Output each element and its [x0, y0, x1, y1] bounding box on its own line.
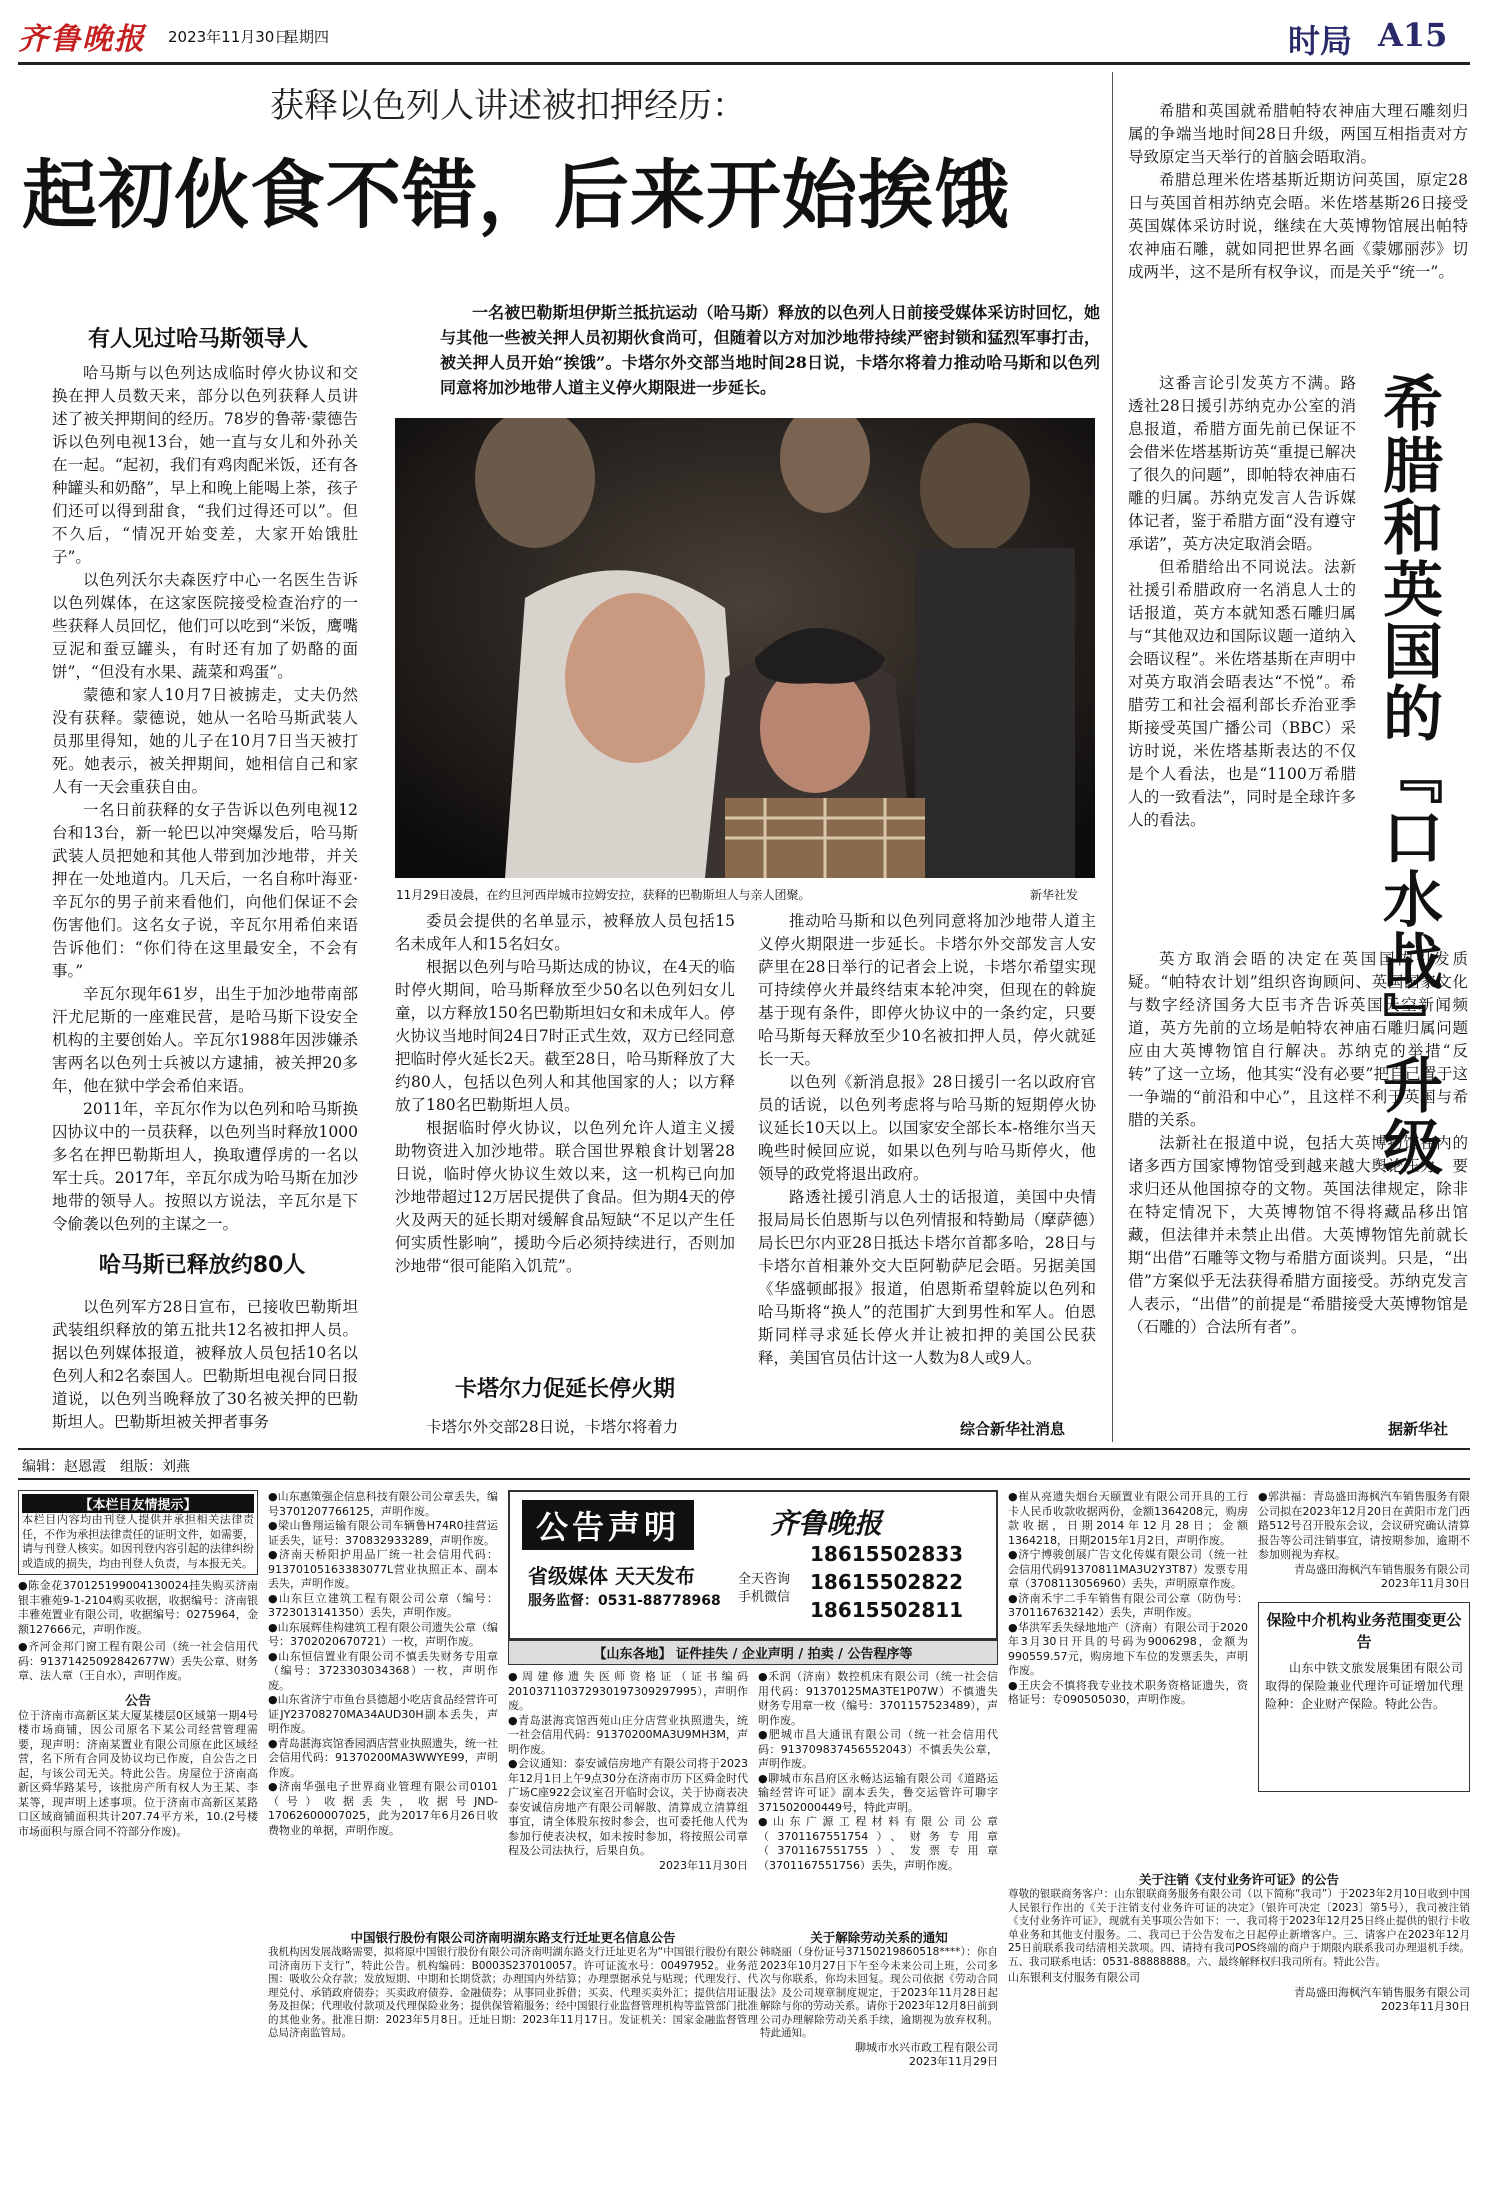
paragraph: 哈马斯与以色列达成临时停火协议和交换在押人员数天来，部分以色列获释人员讲述了被关押期间的经历。78岁的鲁蒂·蒙德告诉以色列电视13台，她一直与女儿和外孙关在一起。“起初，我们有鸡肉配米饭，还有各种罐头和奶酪”，早上和晚上能喝上茶，孩子们还可以得到甜食，“我们过得还可以”。但不久后，“情况开始变差，大家开始饿肚子”。 — [52, 364, 358, 566]
paragraph: 希腊和英国就希腊帕特农神庙大理石雕刻归属的争端当地时间28日升级，两国互相指责对方导致原定当天举行的首脑会晤取消。 — [1128, 102, 1468, 166]
paragraph: 英方取消会晤的决定在英国国内引发质疑。“帕特农计划”组织咨询顾问、英国国家文化与数字经济国务大臣韦齐告诉英国天空新闻频道，英方先前的立场是帕特农神庙石雕归属问题应由大英博物馆自行解决。苏纳克的举措“反转”了这一立场，他其实“没有必要”把自己置于这一争端的“前沿和中心”，且这样不利于英国与希腊的关系。 — [1128, 950, 1468, 1129]
editor-rule-bottom — [18, 1478, 1470, 1480]
paragraph: 委员会提供的名单显示，被释放人员包括15名未成年人和15名妇女。 — [395, 912, 735, 953]
ad-item: ●济南禾宇二手车销售有限公司公章（防伪号：3701167632142）丢失，声明作废。 — [1008, 1591, 1248, 1619]
subhead-2: 哈马斯已释放约80人 — [98, 1253, 306, 1278]
col2-body — [395, 910, 735, 1278]
paragraph: 蒙德和家人10月7日被掳走，丈夫仍然没有获释。蒙德说，她从一名哈马斯武装人员那里得知，她的儿子在10月7日当天被打死。她表示，被关押期间，她相信自己和家人有一天会重获自由。 — [52, 686, 358, 796]
article-headline: 起初伙食不错，后来开始挨饿 — [22, 151, 1011, 239]
labor-notice — [760, 1928, 998, 2070]
paragraph: 这番言论引发英方不满。路透社28日援引苏纳克办公室的消息报道，希腊方面先前已保证不会借米佐塔基斯访英“重提已解决了很久的问题”，即帕特农神庙石雕的归属。苏纳克发言人告诉媒体记者，鉴于希腊方面“没有遵守承诺”，英方决定取消会晤。 — [1128, 374, 1356, 553]
banner-phone: 18615502822 — [810, 1570, 964, 1594]
ad-item: ●济南华强电子世界商业管理有限公司0101（号）收据丢失，收据号JND-17062600007025，此为2017年6月26日收费物业的单据，声明作废。 — [268, 1780, 498, 1837]
payment-notice-sign2: 青岛盛田海枫汽车销售服务有限公司 — [1294, 1985, 1470, 1999]
editor-rule-top — [18, 1448, 1470, 1450]
paragraph: 一名日前获释的女子告诉以色列电视12台和13台，新一轮巴以冲突爆发后，哈马斯武装人员把她和其他人带到加沙地带，并关押在一处地道内。几天后，一名自称叶海亚·辛瓦尔的男子前来看他们，向他们保证不会伤害他们。这名女子说，辛瓦尔用希伯来语告诉他们：“你们待在这里最安全，不会有事。” — [52, 801, 358, 980]
article-lead: 一名被巴勒斯坦伊斯兰抵抗运动（哈马斯）释放的以色列人日前接受媒体采访时回忆，她与其他一些被关押人员初期伙食尚可，但随着以方对加沙地带持续严密封锁和猛烈军事打击，被关押人员开始“挨饿”。卡塔尔外交部当地时间28日说，卡塔尔将着力推动哈马斯和以色列同意将加沙地带人道主义停火期限进一步延长。 — [440, 303, 1100, 397]
ad-item: ●青岛湛海宾馆香园酒店营业执照遗失，统一社会信用代码：91370200MA3WWYE99，声明作废。 — [268, 1736, 498, 1779]
ad-col-3 — [508, 1490, 998, 1920]
ad-date: 2023年11月30日 — [1381, 1577, 1470, 1590]
ad-item: ●山东省济宁市鱼台县德超小吃店食品经营许可证JY23708270MA34AUD30H副本丢失，声明作废。 — [268, 1693, 498, 1735]
insurance-title: 保险中介机构业务范围变更公告 — [1266, 1610, 1462, 1651]
ad-item: ●王庆会不慎将我专业技术职务资格证遗失，资格证号：专090505030，声明作废。 — [1008, 1678, 1248, 1706]
bank-notice-text: 我机构因发展战略需要，拟将原中国银行股份有限公司济南明湖东路支行迁址更名为“中国银行股份有限公司济南历下支行”，特此公告。机构编码：B0003S237010057。许可证流水号：00497952。业务范围：吸收公众存款；发放短期、中期和长期贷款；办理国内外结算；办理票据承兑与贴现；代理发行、代理兑付、承销政府债券；买卖政府债券、金融债券；从事同业拆借；买卖、代理买卖外汇；提供信用证服务及担保；代理收付款项及代理保险业务；提供保管箱服务；经中国银行业监督管理机构等监管部门批准的其他业务。批准日期：2023年5月8日。迁址日期：2023年11月17日。发证机关：国家金融监督管理总局济南监管局。 — [268, 1946, 758, 2039]
tip-text: 本栏目内容均由刊登人提供并承担相关法律责任，不作为承担法律责任的证明文件，如需要，请与刊登人核实。如因刊登内容引起的法律纠纷或造成的损失，均由刊登人负责，与本报无关。 — [22, 1513, 254, 1570]
ad-sign: 青岛盛田海枫汽车销售服务有限公司 — [1294, 1562, 1470, 1576]
banner-head: 公告声明 — [522, 1500, 694, 1550]
side-divider — [1112, 72, 1113, 1442]
tip-box — [18, 1490, 258, 1575]
ad-item: ●聊城市东昌府区永畅达运输有限公司《道路运输经营许可证》副本丢失，鲁交运管许可聊字371502000449号，特此声明。 — [758, 1771, 998, 1814]
col1-body-b — [52, 1296, 358, 1434]
ad-item: ●陈金花370125199004130024挂失购买济南银丰雅苑9-1-2104购买收据，收据编号：济南银丰雅苑置业有限公司，收据编号：0275964，金额127666元，声明作废。 — [18, 1579, 258, 1636]
ads-area — [18, 1490, 1470, 2180]
ad-item: ●山东广源工程材料有限公司公章（3701167551754）、财务专用章（3701167551755）、发票专用章（3701167551756）丢失，声明作废。 — [758, 1815, 998, 1872]
issue-date: 2023年11月30日 — [168, 28, 290, 46]
payment-notice-text: 尊敬的银联商务客户：山东银联商务服务有限公司（以下简称“我司”）于2023年2月10日收到中国人民银行作出的《关于注销支付业务许可证的决定》（银许可决定〔2023〕第5号），我司被注销《支付业务许可证》，现就有关事项公告如下：一、我司将于2023年12月25日终止提供的银行卡收单业务和其他支付服务。二、我司已于公告发布之日起停止新增客户。三、请客户在2023年12月25日前联系我司结清相关款项。四、请持有我司POS终端的商户于期限内联系我司办理退机手续。五、我司联系电话：0531-88888888。六、最终解释权归我司所有。特此公告。 — [1008, 1888, 1470, 1968]
col3-body — [758, 910, 1096, 1370]
side-vertical-title: 希腊和英国的『口水战』升级 — [1373, 372, 1443, 1178]
ad-date: 2023年11月30日 — [659, 1858, 748, 1872]
news-photo — [395, 418, 1095, 878]
bank-notice — [268, 1928, 758, 2041]
paragraph: 根据以色列与哈马斯达成的协议，在4天的临时停火期间，哈马斯释放至少50名以色列妇女儿童，以方释放150名巴勒斯坦妇女和未成年人。停火协议当地时间24日7时正式生效，双方已经同意把临时停火延长2天。截至28日，哈马斯释放了大约80人，包括以色列人和其他国家的人；以方释放了180名巴勒斯坦人员。 — [395, 958, 735, 1114]
page-number: A15 — [1378, 16, 1448, 54]
ad-col-2 — [268, 1490, 498, 2180]
col3-credit: 综合新华社消息 — [960, 1420, 1066, 1438]
banner-phone: 18615502833 — [810, 1542, 964, 1566]
paragraph: 根据临时停火协议，以色列允许人道主义援助物资进入加沙地带。联合国世界粮食计划署28日说，临时停火协议生效以来，这一机构已向加沙地带超过12万居民提供了食品。但为期4天的停火及两天的延长期对缓解食品短缺“不足以产生任何实质性影响”，援助今后必须持续进行，否则加沙地带“很可能陷入饥荒”。 — [395, 1119, 735, 1275]
ad-item: ●山东展辉佳构建筑工程有限公司遗失公章（编号：3702020670721）一枚，声明作废。 — [268, 1620, 498, 1648]
ad-col-4 — [1008, 1490, 1248, 1708]
ad-item: ●禾润（济南）数控机床有限公司（统一社会信用代码：91370125MA3TE1P07W）不慎遗失财务专用章一枚（编号：3701157523489），声明作废。 — [758, 1670, 998, 1727]
subhead-1: 有人见过哈马斯领导人 — [87, 327, 308, 352]
bank-notice-title: 中国银行股份有限公司济南明湖东路支行迁址更名信息公告 — [350, 1930, 676, 1945]
paragraph: 推动哈马斯和以色列同意将加沙地带人道主义停火期限进一步延长。卡塔尔外交部发言人安萨里在28日举行的记者会上说，卡塔尔希望实现可持续停火并最终结束本轮冲突，但现在的斡旋基于现有条件，即停火协议中的一条约定，只要哈马斯每天释放至少10名被扣押人员，停火就延长一天。 — [758, 912, 1096, 1068]
labor-notice-date: 2023年11月29日 — [909, 2055, 998, 2068]
paragraph: 希腊总理米佐塔基斯近期访问英国，原定28日与英国首相苏纳克会晤。米佐塔基斯26日接受英国媒体采访时说，继续在大英博物馆展出帕特农神庙石雕，就如同把世界名画《蒙娜丽莎》切成两半，这不是所有权争议，而是关乎“统一”。 — [1128, 171, 1468, 281]
section-name: 时局 — [1288, 22, 1353, 60]
subhead-3: 卡塔尔力促延长停火期 — [454, 1377, 675, 1402]
ad-item: ●梁山鲁翔运输有限公司车辆鲁H74R0挂营运证丢失，证号：370832933289，声明作废。 — [268, 1519, 498, 1547]
paragraph: 卡塔尔外交部28日说，卡塔尔将着力 — [426, 1418, 679, 1436]
col1-body-a — [52, 362, 358, 1236]
masthead-rule — [18, 62, 1470, 65]
photo-caption: 11月29日凌晨，在约旦河西岸城市拉姆安拉，获释的巴勒斯坦人与亲人团聚。 — [396, 888, 811, 902]
paragraph: 以色列沃尔夫森医疗中心一名医生告诉以色列媒体，在这家医院接受检查治疗的一些获释人员回忆，他们可以吃到“米饭，鹰嘴豆泥和蚕豆罐头，有时还有加了奶酪的面饼”，“但没有水果、蔬菜和鸡蛋”。 — [52, 571, 358, 681]
ad-col-5 — [1258, 1490, 1470, 1792]
paragraph: 以色列《新消息报》28日援引一名以政府官员的话说，以色列考虑将与哈马斯的短期停火协议延长10天以上。以国家安全部长本-格维尔当天晚些时候回应说，如果以色列与哈马斯停火，他领导的政党将退出政府。 — [758, 1073, 1096, 1183]
ad-subcol-left — [508, 1670, 748, 1873]
ad-item: ●齐河金邦门窗工程有限公司（统一社会信用代码：91371425092842677W）丢失公章、财务章、法人章（王自水），声明作废。 — [18, 1640, 258, 1682]
side-top-body — [1128, 100, 1468, 284]
ad-item: ●崔从亮遗失烟台天颐置业有限公司开具的工行卡人民币收款收据两份，金额1364208元，购房款收据，日期2014年12月28日；金额1364218，日期2015年1月2日，声明作废。 — [1008, 1490, 1248, 1547]
banner-label: 全天咨询 — [738, 1572, 791, 1587]
payment-notice-title: 关于注销《支付业务许可证》的公告 — [1138, 1872, 1339, 1887]
labor-notice-text: 韩晓丽（身份证号37150219860518****）：你自2023年10月27日下午至今未来公司上班，公司多次与你联系，你均未回复。现公司依据《劳动合同法》及公司规章制度规定，于2023年11月28日起解除与你的劳动关系。请你于2023年12月8日前到公司办理解除劳动关系手续，逾期视为放弃权利。特此通知。 — [760, 1946, 998, 2039]
payment-notice-date: 2023年11月30日 — [1381, 2000, 1470, 2013]
masthead — [18, 8, 1470, 64]
photo-illustration — [395, 418, 1095, 878]
banner-hotline: 服务监督：0531-88778968 — [528, 1593, 721, 1609]
ad-col-1 — [18, 1490, 258, 2180]
paragraph: 2011年，辛瓦尔作为以色列和哈马斯换囚协议中的一员获释，以色列当时释放1000多名在押巴勒斯坦人，换取遭俘虏的一名以军士兵。2017年，辛瓦尔成为哈马斯在加沙地带的领导人。按照以方说法，辛瓦尔是下令偷袭以色列的主谋之一。 — [52, 1100, 358, 1233]
photo-credit: 新华社发 — [1030, 888, 1079, 902]
banner-label: 手机微信 — [738, 1590, 791, 1605]
payment-notice — [1008, 1870, 1470, 2015]
notice-banner — [508, 1490, 998, 1640]
ad-subcol-right — [758, 1670, 998, 1873]
banner-phone: 18615502811 — [810, 1598, 964, 1622]
ad-item: ●会议通知：泰安诚信房地产有限公司将于2023年12月1日上午9点30分在济南市历下区舜金时代广场C座922会议室召开临时会议，关于协商表决泰安诚信房地产有限公司解散、清算成立清算组事宜，请全体股东按时参会，也可委托他人代为参加行使表决权，如未按时参加，将按照公司章程及公司法执行，后果自负。 — [508, 1757, 748, 1857]
insurance-text: 山东中铁文旅发展集团有限公司取得的保险兼业代理许可证增加代理险种：企业财产保险。特此公告。 — [1265, 1660, 1463, 1711]
paragraph: 以色列军方28日宣布，已接收巴勒斯坦武装组织释放的第五批共12名被扣押人员。据以色列媒体报道，被释放人员包括10名以色列人和2名泰国人。巴勒斯坦电视台同日报道说，以色列当晚释放了30名被关押的巴勒斯坦人。巴勒斯坦被关押者事务 — [52, 1298, 358, 1431]
ad-item: ●济宁博骏创展广告文化传媒有限公司（统一社会信用代码91370811MA3U2Y3T87）发票专用章（3708113056960）丢失，声明原章作废。 — [1008, 1548, 1248, 1590]
notice-title: 公告 — [124, 1693, 151, 1709]
ad-item: ●肥城市昌大通讯有限公司（统一社会信用代码：913709837456552043）不慎丢失公章，声明作废。 — [758, 1728, 998, 1770]
ad-item: ●山东恒信置业有限公司不慎丢失财务专用章（编号：3723303034368）一枚，声明作废。 — [268, 1649, 498, 1692]
col2-body-b — [395, 1416, 735, 1439]
ad-item: ●山东巨立建筑工程有限公司公章（编号：3723013141350）丢失，声明作废。 — [268, 1591, 498, 1619]
notice-text: 位于济南市高新区某大厦某楼层0区域第一期4号楼市场商铺，因公司原名下某公司经营管理需要，现声明：济南某置业有限公司原在此区域经营，名下所有合同及协议均已作废，自公告之日起，与该公司无关。特此公告。房屋位于济南高新区舜华路某号，该批房产所有权人为王某、李某等，现声明上述事项。位于济南市高新区某路口区域商铺面积共计207.74平方米，10.(2号楼市场面积与原合同不符部分作废)。 — [18, 1708, 258, 1838]
banner-bar: 【山东各地】 证件挂失 / 企业声明 / 拍卖 / 公告程序等 — [508, 1640, 998, 1665]
banner-logo: 齐鲁晚报 — [770, 1507, 883, 1540]
issue-weekday: 星期四 — [284, 28, 330, 46]
payment-notice-sign: 山东银利支付服务有限公司 — [1008, 1971, 1140, 1984]
ad-item: ●郭洪福：青岛盛田海枫汽车销售服务有限公司拟在2023年12月20日在黄阳市龙门西路512号召开股东会议，会议研究确认清算报告等公司注销事宜，请按期参加，逾期不参加则视为弃权。 — [1258, 1490, 1470, 1561]
labor-notice-title: 关于解除劳动关系的通知 — [810, 1930, 948, 1945]
insurance-box — [1258, 1602, 1470, 1792]
side-bottom-body — [1128, 948, 1468, 1339]
ad-item: ●周建修遗失医师资格证（证书编码201037110372930197309297995），声明作废。 — [508, 1670, 748, 1712]
tip-title: 【本栏目友情提示】 — [22, 1494, 254, 1513]
paragraph: 路透社援引消息人士的话报道，美国中央情报局局长伯恩斯与以色列情报和特勤局（摩萨德）局长巴尔内亚28日抵达卡塔尔首都多哈，28日与卡塔尔首相兼外交大臣阿勒萨尼会晤。另据美国《华盛顿邮报》报道，伯恩斯希望斡旋以色列和哈马斯将“换人”的范围扩大到男性和军人。伯恩斯同样寻求延长停火并让被扣押的美国公民获释，美国官员估计这一人数为8人或9人。 — [758, 1188, 1096, 1367]
ad-item: ●青岛湛海宾馆西苑山庄分店营业执照遗失，统一社会信用代码：91370200MA3U9MH3M，声明作废。 — [508, 1713, 748, 1756]
paragraph: 但希腊给出不同说法。法新社援引希腊政府一名消息人士的话报道，英方本就知悉石雕归属与“其他双边和国际议题一道纳入会晤议程”。米佐塔基斯在声明中对英方取消会晤表达“不悦”。希腊劳工和社会福利部长乔治亚季斯接受英国广播公司（BBC）采访时说，米佐塔基斯表达的不仅是个人看法，也是“1100万希腊人的一致看法”，同时是全球许多人的看法。 — [1128, 558, 1356, 829]
editor-credit: 编辑：赵恩霞 组版：刘燕 — [22, 1459, 190, 1475]
labor-notice-sign: 聊城市水兴市政工程有限公司 — [855, 2040, 998, 2054]
side-narrow-body — [1128, 372, 1356, 832]
paragraph: 法新社在报道中说，包括大英博物馆在内的诸多西方国家博物馆受到越来越大舆论压力，要求归还从他国掠夺的文物。英国法律规定，除非在特定情况下，大英博物馆不得将藏品移出馆藏，但法律并未禁止出借。大英博物馆先前就长期“出借”石雕等文物与希腊方面谈判。只是，“出借”方案似乎无法获得希腊方面接受。苏纳克发言人表示，“出借”的前提是“希腊接受大英博物馆是（石雕的）合法所有者”。 — [1128, 1134, 1468, 1336]
ad-item: ●山东惠策强企信息科技有限公司公章丢失，编号3701207766125，声明作废。 — [268, 1490, 498, 1518]
paragraph: 辛瓦尔现年61岁，出生于加沙地带南部汗尤尼斯的一座难民营，是哈马斯下设安全机构的主要创始人。辛瓦尔1988年因涉嫌杀害两名以色列士兵被以方逮捕，被关押20多年，他在狱中学会希伯来语。 — [52, 985, 358, 1095]
banner-slogan: 省级媒体 天天发布 — [528, 1564, 695, 1588]
ad-item: ●华洪军丢失绿地地产（济南）有限公司于2020年3月30日开具的号码为9006298，金额为990559.57元，购房地下车位的发票丢失，声明作废。 — [1008, 1620, 1248, 1677]
ad-item: ●济南天桥阳护用品厂统一社会信用代码：91370105163383077L营业执照正本、副本丢失，声明作废。 — [268, 1548, 498, 1590]
newspaper-logo: 齐鲁晚报 — [18, 22, 146, 57]
article-kicker: 获释以色列人讲述被扣押经历： — [270, 86, 746, 126]
side-credit: 据新华社 — [1388, 1420, 1449, 1438]
